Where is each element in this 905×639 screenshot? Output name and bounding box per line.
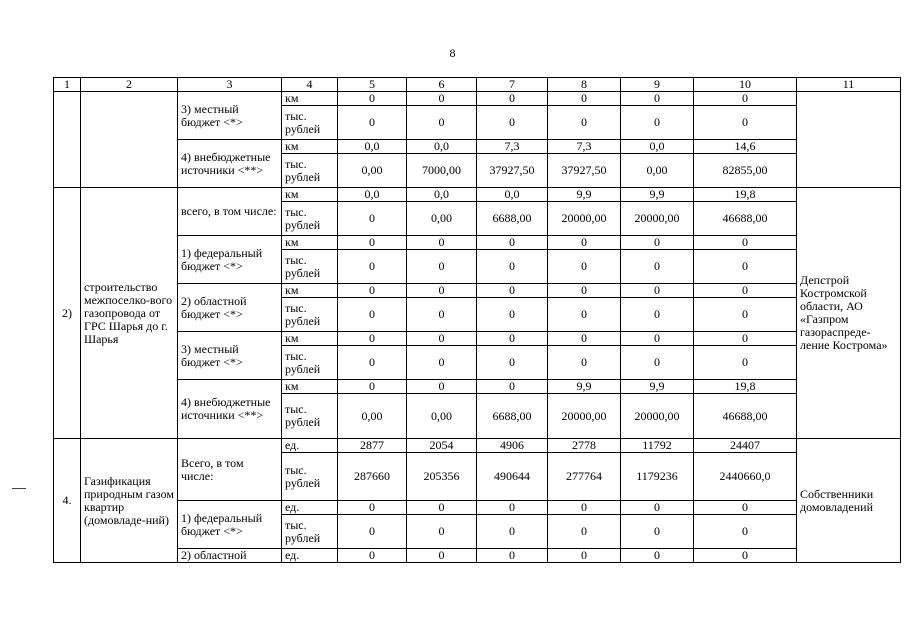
- value-cell: 0: [621, 236, 694, 250]
- funding-source: всего, в том числе:: [178, 188, 282, 236]
- value-cell: 46688,00: [694, 394, 797, 439]
- value-cell: 0: [338, 284, 407, 298]
- value-cell: 0: [621, 106, 694, 140]
- value-cell: 0: [338, 346, 407, 380]
- value-cell: 0: [548, 236, 621, 250]
- table-row: [54, 140, 901, 154]
- value-cell: 82855,00: [694, 154, 797, 188]
- value-cell: 205356: [407, 453, 477, 501]
- value-cell: 0: [407, 106, 477, 140]
- unit-label: тыс. рублей: [282, 453, 338, 501]
- value-cell: 0: [338, 202, 407, 236]
- value-cell: 0: [338, 92, 407, 106]
- value-cell: 0: [621, 549, 694, 563]
- value-cell: 14,6: [694, 140, 797, 154]
- value-cell: 0: [548, 332, 621, 346]
- value-cell: 0: [694, 106, 797, 140]
- funding-source: 1) федеральный бюджет <*>: [178, 501, 282, 549]
- measure-title: строительство межпоселко-вого газопровода от ГРС Шарья до г. Шарья: [81, 188, 178, 439]
- value-cell: 0,0: [477, 188, 548, 202]
- column-number: 1: [54, 78, 81, 92]
- value-cell: 6688,00: [477, 202, 548, 236]
- value-cell: 20000,00: [621, 394, 694, 439]
- value-cell: 2054: [407, 439, 477, 453]
- value-cell: 0: [548, 298, 621, 332]
- value-cell: 0: [548, 106, 621, 140]
- column-number: 8: [548, 78, 621, 92]
- unit-label: тыс. рублей: [282, 515, 338, 549]
- funding-source: 4) внебюджетные источники <**>: [178, 380, 282, 439]
- value-cell: 0: [477, 515, 548, 549]
- unit-label: км: [282, 284, 338, 298]
- responsible-party: Собственники домовладений: [797, 439, 901, 563]
- unit-label: км: [282, 188, 338, 202]
- value-cell: 0: [621, 515, 694, 549]
- column-number: 5: [338, 78, 407, 92]
- value-cell: 0: [694, 250, 797, 284]
- table-row: [54, 439, 901, 453]
- funding-source: 2) областной бюджет <*>: [178, 284, 282, 332]
- table-row: [54, 284, 901, 298]
- program-table: [53, 77, 901, 563]
- margin-mark: [12, 488, 26, 489]
- value-cell: 0: [338, 106, 407, 140]
- unit-label: тыс. рублей: [282, 202, 338, 236]
- value-cell: 0: [407, 284, 477, 298]
- unit-label: км: [282, 380, 338, 394]
- responsible-party: [797, 92, 901, 188]
- value-cell: 2778: [548, 439, 621, 453]
- value-cell: 0: [338, 501, 407, 515]
- value-cell: 0: [338, 250, 407, 284]
- value-cell: 9,9: [548, 380, 621, 394]
- responsible-party: Депстрой Костромской области, АО «Газпром газораспреде-ление Кострома»: [797, 188, 901, 439]
- value-cell: 20000,00: [548, 394, 621, 439]
- unit-label: ед.: [282, 549, 338, 563]
- row-number: [54, 92, 81, 188]
- value-cell: 0: [477, 346, 548, 380]
- funding-source: 2) областной: [178, 549, 282, 563]
- value-cell: 0: [407, 332, 477, 346]
- row-number: 4.: [54, 439, 81, 563]
- value-cell: 0,00: [407, 394, 477, 439]
- funding-source: 3) местный бюджет <*>: [178, 332, 282, 380]
- value-cell: 11792: [621, 439, 694, 453]
- value-cell: 0: [694, 298, 797, 332]
- value-cell: 37927,50: [477, 154, 548, 188]
- table-row: [54, 332, 901, 346]
- value-cell: 7,3: [477, 140, 548, 154]
- value-cell: 0,0: [407, 188, 477, 202]
- unit-label: тыс. рублей: [282, 394, 338, 439]
- value-cell: 0: [548, 501, 621, 515]
- value-cell: 19,8: [694, 380, 797, 394]
- value-cell: 0: [407, 549, 477, 563]
- value-cell: 0: [338, 298, 407, 332]
- value-cell: 0: [694, 92, 797, 106]
- value-cell: 0: [694, 346, 797, 380]
- value-cell: 0: [694, 515, 797, 549]
- table-row: [54, 188, 901, 202]
- value-cell: 37927,50: [548, 154, 621, 188]
- value-cell: 0: [477, 549, 548, 563]
- value-cell: 0: [477, 236, 548, 250]
- unit-label: тыс. рублей: [282, 298, 338, 332]
- value-cell: 490644: [477, 453, 548, 501]
- column-number: 10: [694, 78, 797, 92]
- value-cell: 0,00: [621, 154, 694, 188]
- table-row: [54, 549, 901, 563]
- column-number-row: [54, 78, 901, 92]
- value-cell: 0: [548, 284, 621, 298]
- value-cell: 0: [694, 332, 797, 346]
- value-cell: 4906: [477, 439, 548, 453]
- value-cell: 0,0: [338, 140, 407, 154]
- value-cell: 0,00: [338, 394, 407, 439]
- value-cell: 0: [407, 250, 477, 284]
- funding-source: 1) федеральный бюджет <*>: [178, 236, 282, 284]
- value-cell: 0: [477, 284, 548, 298]
- column-number: 6: [407, 78, 477, 92]
- funding-source: Всего, в том числе:: [178, 439, 282, 501]
- value-cell: 0,0: [338, 188, 407, 202]
- value-cell: 0: [621, 346, 694, 380]
- column-number: 11: [797, 78, 901, 92]
- unit-label: ед.: [282, 501, 338, 515]
- value-cell: 9,9: [621, 380, 694, 394]
- column-number: 7: [477, 78, 548, 92]
- page-number: 8: [449, 46, 456, 60]
- value-cell: 20000,00: [621, 202, 694, 236]
- value-cell: 0,00: [407, 202, 477, 236]
- value-cell: 0: [694, 236, 797, 250]
- unit-label: км: [282, 236, 338, 250]
- value-cell: 0: [477, 501, 548, 515]
- value-cell: 0: [621, 298, 694, 332]
- value-cell: 0: [407, 92, 477, 106]
- value-cell: 0: [338, 549, 407, 563]
- measure-title: [81, 92, 178, 188]
- value-cell: 0: [477, 298, 548, 332]
- value-cell: 0,0: [621, 140, 694, 154]
- value-cell: 0: [407, 236, 477, 250]
- value-cell: 46688,00: [694, 202, 797, 236]
- value-cell: 9,9: [621, 188, 694, 202]
- value-cell: 0: [477, 250, 548, 284]
- value-cell: 0: [407, 515, 477, 549]
- table-row: [54, 380, 901, 394]
- column-number: 9: [621, 78, 694, 92]
- value-cell: 0,0: [407, 140, 477, 154]
- value-cell: 0: [407, 346, 477, 380]
- value-cell: 7,3: [548, 140, 621, 154]
- column-number: 3: [178, 78, 282, 92]
- value-cell: 0: [548, 346, 621, 380]
- funding-source: 3) местный бюджет <*>: [178, 92, 282, 140]
- value-cell: 6688,00: [477, 394, 548, 439]
- value-cell: 0: [338, 380, 407, 394]
- unit-label: тыс. рублей: [282, 346, 338, 380]
- value-cell: 0: [621, 501, 694, 515]
- unit-label: ед.: [282, 439, 338, 453]
- value-cell: 0: [548, 250, 621, 284]
- unit-label: тыс. рублей: [282, 250, 338, 284]
- row-number: 2): [54, 188, 81, 439]
- value-cell: 0: [407, 298, 477, 332]
- value-cell: 7000,00: [407, 154, 477, 188]
- unit-label: км: [282, 92, 338, 106]
- value-cell: 0: [477, 380, 548, 394]
- value-cell: 277764: [548, 453, 621, 501]
- value-cell: 0: [621, 92, 694, 106]
- funding-source: 4) внебюджетные источники <**>: [178, 140, 282, 188]
- value-cell: 0: [338, 236, 407, 250]
- value-cell: 0: [407, 380, 477, 394]
- value-cell: 0: [477, 92, 548, 106]
- value-cell: 287660: [338, 453, 407, 501]
- value-cell: 0: [694, 501, 797, 515]
- value-cell: 9,9: [548, 188, 621, 202]
- unit-label: тыс. рублей: [282, 106, 338, 140]
- unit-label: км: [282, 332, 338, 346]
- table-row: [54, 92, 901, 106]
- table-row: [54, 236, 901, 250]
- table-row: [54, 501, 901, 515]
- value-cell: 2440660,0: [694, 453, 797, 501]
- value-cell: 0: [477, 106, 548, 140]
- value-cell: 0: [621, 250, 694, 284]
- value-cell: 0: [694, 549, 797, 563]
- value-cell: 1179236: [621, 453, 694, 501]
- value-cell: 24407: [694, 439, 797, 453]
- value-cell: 0: [477, 332, 548, 346]
- unit-label: тыс. рублей: [282, 154, 338, 188]
- column-number: 4: [282, 78, 338, 92]
- measure-title: Газификация природным газом квартир (домовладе-ний): [81, 439, 178, 563]
- value-cell: 0: [338, 515, 407, 549]
- unit-label: км: [282, 140, 338, 154]
- value-cell: 0: [694, 284, 797, 298]
- value-cell: 0,00: [338, 154, 407, 188]
- value-cell: 0: [621, 332, 694, 346]
- value-cell: 0: [548, 549, 621, 563]
- column-number: 2: [81, 78, 178, 92]
- value-cell: 0: [548, 92, 621, 106]
- value-cell: 19,8: [694, 188, 797, 202]
- value-cell: 0: [338, 332, 407, 346]
- value-cell: 0: [621, 284, 694, 298]
- value-cell: 0: [407, 501, 477, 515]
- value-cell: 0: [548, 515, 621, 549]
- value-cell: 20000,00: [548, 202, 621, 236]
- value-cell: 2877: [338, 439, 407, 453]
